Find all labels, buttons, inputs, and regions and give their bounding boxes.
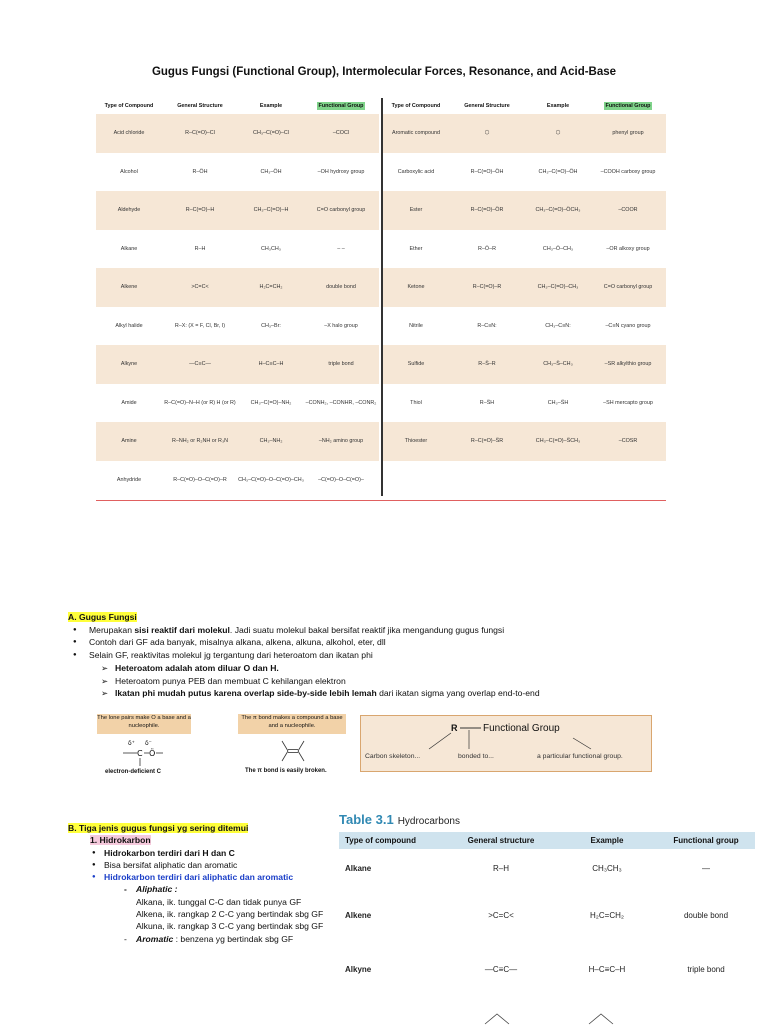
cell-general: R–X: (X = F, Cl, Br, I) (174, 322, 226, 329)
cell-example: CH₃–C(=O)–ÖCH₃ (535, 207, 581, 214)
header-type: Type of Compound (391, 103, 441, 109)
table-right-half (383, 98, 666, 498)
header-general: General Structure (464, 103, 510, 109)
cell-type: Alkyne (120, 361, 138, 368)
table-row (383, 230, 666, 269)
cell-group: –COSR (618, 438, 638, 445)
cell-example: CH₃–ÖH (260, 168, 282, 175)
svg-text:Ö: Ö (149, 749, 156, 758)
cell-example: CH₃–Ö–CH₃ (542, 245, 574, 252)
table-row (383, 384, 666, 423)
cell-group: –SR alkylthio group (604, 361, 652, 368)
sub-item: ➢ Heteroatom punya PEB dan membuat C kehilangan elektron (68, 675, 728, 688)
cell-group: –SH mercapto group (603, 399, 653, 406)
table-row: Alkane R–H CH₃CH₃ — (345, 863, 710, 873)
cell-group: – – (337, 245, 345, 252)
cell-general: R–C(=O)–H (185, 207, 215, 214)
alkene-icon (278, 737, 308, 765)
cell-group: –X halo group (324, 322, 358, 329)
table-row (96, 461, 379, 500)
table-row: Alkyne —C≡C— H–C≡C–H triple bond (345, 964, 725, 974)
table-row (383, 114, 666, 153)
list-item: ● Hidrokarbon terdiri dari aliphatic dan aromatic (92, 872, 294, 883)
cell-type: Alcohol (120, 168, 138, 175)
cell-general: R–S̈H (479, 399, 495, 406)
cell-example: ⬡ (555, 130, 561, 137)
item-hidrokarbon: 1. Hidrokarbon (90, 835, 151, 846)
cell-group: C=O carbonyl group (603, 284, 653, 291)
header-general: General Structure (177, 103, 223, 109)
cell-type: Ether (409, 245, 423, 252)
section-b (68, 822, 368, 945)
cell-type: Ketone (407, 284, 425, 291)
cell-group: double bond (326, 284, 356, 291)
sub-item: ➢ Ikatan phi mudah putus karena overlap side-by-side lebih lemah dari ikatan sigma yang overlap end-to-end (68, 687, 728, 700)
cell-general: R–C(=O)–ÖR (470, 207, 504, 214)
table-row (383, 307, 666, 346)
electron-deficient-caption: electron-deficient C (105, 769, 162, 775)
cell-general: R–C(=O)–ÖH (470, 168, 504, 175)
cell-group: –NH₂ amino group (318, 438, 364, 445)
header-group: Functional Group (318, 103, 364, 109)
cell-general: R–C(=O)–S̈R (470, 438, 504, 445)
cell-group: –C(=O)–O–C(=O)– (318, 476, 364, 483)
aliphatic-label: - Aliphatic : (124, 884, 178, 895)
list-item: ● Hidrokarbon terdiri dari H dan C (92, 847, 235, 858)
cell-type: Alkene (120, 284, 138, 291)
fg-label-skeleton: Carbon skeleton... (365, 753, 421, 760)
cell-type: Carboxylic acid (397, 168, 435, 175)
fg-r-label: R (451, 723, 458, 733)
aliphatic-line: Alkena, ik. rangkap 2 C-C yang bertindak sbg GF (136, 909, 324, 920)
table-row (96, 230, 379, 269)
cell-general: R–Ö–R (478, 245, 496, 252)
cell-example: CH₃CH₃ (261, 245, 281, 252)
table-header (383, 98, 666, 114)
cell-type: Amide (121, 399, 137, 406)
cell-type: Alkane (120, 245, 138, 252)
cell-group: C=O carbonyl group (316, 207, 366, 214)
cell-example: CH₃–NH₂ (259, 438, 283, 445)
page-title: Gugus Fungsi (Functional Group), Intermolecular Forces, Resonance, and Acid-Base (151, 66, 617, 78)
table-bottom-rule (96, 500, 666, 501)
table-row (96, 191, 379, 230)
cell-example: CH₃–C(=O)–ÖH (538, 168, 578, 175)
sub-item: ➢ Heteroatom adalah atom diluar O dan H. (68, 662, 728, 675)
functional-group-diagram (360, 715, 652, 772)
list-item: ● Contoh dari GF ada banyak, misalnya alkana, alkena, alkuna, alkohol, eter, dll (68, 636, 728, 649)
cell-group: –COCl (332, 130, 350, 137)
cell-example: CH₃–S̈H (547, 399, 569, 406)
fg-name-label: Functional Group (483, 723, 560, 734)
illustration-strip (97, 714, 657, 779)
table-row (96, 422, 379, 461)
cell-general: >C=C< (191, 284, 209, 291)
table-row (96, 384, 379, 423)
table-row (96, 114, 379, 153)
table-header: Type of compound General structure Example Functional group (339, 832, 755, 849)
pi-bond-callout: The π bond makes a compound a base and a nucleophile. (238, 714, 346, 734)
svg-text:δ⁻: δ⁻ (145, 740, 152, 747)
cell-type: Alkyl halide (115, 322, 143, 329)
cell-group: –COOH carboxy group (600, 168, 656, 175)
cell-group: triple bond (328, 361, 354, 368)
table-row (96, 345, 379, 384)
cell-group: –COOR (618, 207, 638, 214)
cell-general: ⬡ (484, 130, 490, 137)
cell-type: Aldehyde (117, 207, 141, 214)
cell-example: CH₃–C(=O)–CH₃ (537, 284, 579, 291)
table-row (96, 153, 379, 192)
cell-general: R–S̈–R (478, 361, 496, 368)
table-row (383, 345, 666, 384)
list-item: ● Selain GF, reaktivitas molekul jg tergantung dari heteroatom dan ikatan phi (68, 649, 728, 662)
cell-example: CH₃–S̈–CH₃ (543, 361, 573, 368)
cell-example: CH₃–C(=O)–S̈CH₃ (535, 438, 581, 445)
table-row (383, 153, 666, 192)
cell-type: Thioester (404, 438, 428, 445)
cell-general: R–C(=O)–N–H (or R) H (or R) (164, 399, 236, 406)
header-example: Example (259, 103, 283, 109)
cell-general: R–C(=O)–Cl (185, 130, 215, 137)
cell-group: –OR alkoxy group (606, 245, 650, 252)
functional-group-table (96, 98, 666, 503)
cell-example: CH₃–C(=O)–NH₂ (250, 399, 292, 406)
benzene-icon (481, 1008, 681, 1028)
header-example: Example (546, 103, 570, 109)
cell-type: Amine (121, 438, 137, 445)
cell-example: CH₃–C(=O)–O–C(=O)–CH₃ (238, 476, 304, 483)
cell-general: R–H (194, 245, 206, 252)
cell-general: R–C(=O)–O–C(=O)–R (173, 476, 227, 483)
table-title: Table 3.1 Hydrocarbons (339, 812, 460, 827)
aliphatic-line: Alkuna, ik. rangkap 3 C-C yang bertindak sbg GF (136, 921, 324, 932)
header-group: Functional Group (605, 103, 651, 109)
cell-group: –C≡N cyano group (605, 322, 651, 329)
list-item: ● Merupakan sisi reaktif dari molekul. Jadi suatu molekul bakal bersifat reaktif jika mengandung gugus fungsi (68, 624, 728, 637)
cell-type: Nitrile (409, 322, 423, 329)
table-header (96, 98, 379, 114)
cell-example: CH₃–C≡N: (545, 322, 571, 329)
fg-label-group: a particular functional group. (537, 753, 623, 760)
cell-type: Anhydride (116, 476, 142, 483)
polar-bond-icon (115, 736, 175, 768)
cell-general: R–C(=O)–R (472, 284, 502, 291)
cell-general: —C≡C— (189, 361, 211, 368)
cell-type: Sulfide (407, 361, 425, 368)
table-left-half (96, 98, 379, 498)
cell-general: R–C≡N: (477, 322, 497, 329)
svg-text:δ⁺: δ⁺ (128, 740, 135, 747)
aromatic-line: - Aromatic : benzena yg bertindak sbg GF (124, 933, 294, 944)
cell-type: Thiol (410, 399, 422, 406)
table-row (383, 191, 666, 230)
section-a-title: A. Gugus Fungsi (68, 612, 137, 622)
cell-type: Aromatic compound (392, 130, 440, 137)
lone-pair-callout: The lone pairs make O a base and a nucleophile. (97, 714, 191, 734)
cell-type: Ester (409, 207, 423, 214)
table-row: Alkene >C=C< H₂C=CH₂ double bond (345, 910, 729, 920)
cell-group: –CONH₂, –CONHR, –CONR₂ (305, 399, 377, 406)
table-row (383, 461, 666, 500)
aliphatic-line: Alkana, ik. tunggal C-C dan tidak punya GF (136, 896, 302, 907)
cell-example: H–C≡C–H (258, 361, 284, 368)
table-row (383, 268, 666, 307)
cell-example: CH₃–C(=O)–H (253, 207, 289, 214)
section-a (68, 611, 728, 700)
cell-group: phenyl group (612, 130, 644, 137)
hydrocarbons-table (339, 812, 755, 995)
table-row (383, 422, 666, 461)
pi-bond-caption: The π bond is easily broken. (245, 768, 327, 774)
cell-general: R–NH₂ or R₂NH or R₃N (171, 438, 229, 445)
cell-group: –OH hydroxy group (317, 168, 365, 175)
table-row (96, 307, 379, 346)
svg-text:C: C (137, 749, 143, 758)
list-item: ● Bisa bersifat aliphatic dan aromatic (92, 859, 238, 870)
header-type: Type of Compound (104, 103, 154, 109)
fg-label-bonded: bonded to... (458, 753, 494, 760)
section-a-bullets (68, 624, 728, 662)
cell-example: CH₃–C(=O)–Cl (253, 130, 289, 137)
cell-general: R–ÖH (192, 168, 208, 175)
section-b-title: B. Tiga jenis gugus fungsi yg sering ditemui (68, 823, 249, 833)
cell-example: CH₃–Br: (261, 322, 281, 329)
cell-type: Acid chloride (113, 130, 145, 137)
table-row (96, 268, 379, 307)
cell-example: H₂C=CH₂ (259, 284, 283, 291)
